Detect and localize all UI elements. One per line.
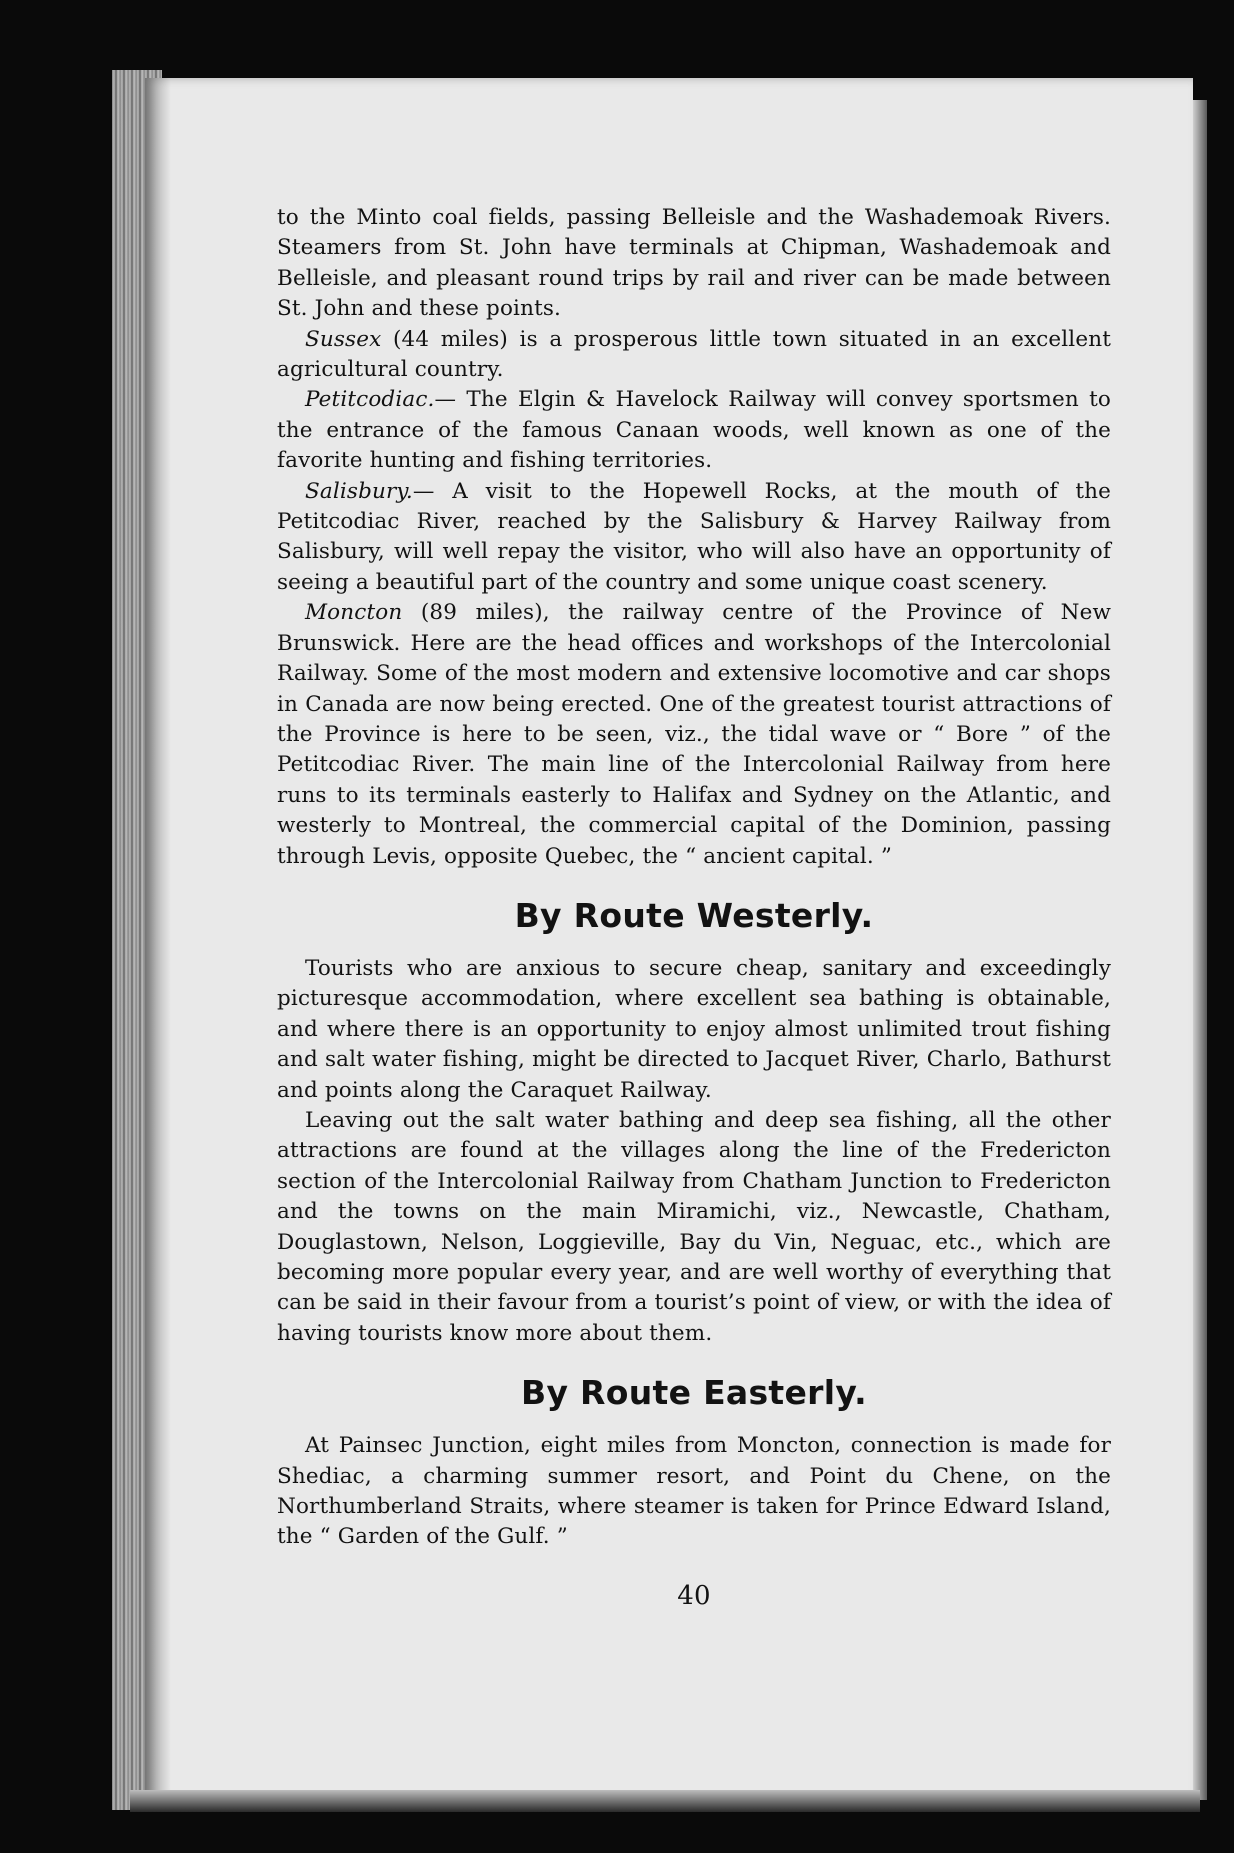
- page-number: 40: [677, 1580, 711, 1611]
- paragraph-body: (44 miles) is a prosperous little town situated in an excellent agricultural country.: [277, 326, 1111, 383]
- section-heading-westerly: By Route Westerly.: [514, 895, 874, 935]
- paragraph-tourists: [277, 954, 1111, 1106]
- page-text: [277, 203, 1111, 1611]
- paragraph-body: — The Elgin & Havelock Railway will convey sportsmen to the entrance of the famous Canaan woods, well known as one of the favorite hunting and fishing territories.: [277, 387, 1111, 474]
- right-page-edge: [1193, 100, 1207, 1800]
- paragraph-leaving-out: [277, 1106, 1111, 1349]
- place-name: Moncton: [305, 600, 403, 626]
- paragraph-sussex: [277, 325, 1111, 386]
- paragraph-minto: [277, 203, 1111, 325]
- paragraph-petitcodiac: [277, 385, 1111, 476]
- place-name: Salisbury.: [305, 478, 413, 504]
- spine-shadow: [145, 78, 171, 1808]
- paragraph-painsec: [277, 1431, 1111, 1553]
- paragraph-body: Leaving out the salt water bathing and deep sea fishing, all the other attractions are found at the villages along the line of the Fredericton section of the Intercolonial Railway from Chatham Junction to Fredericton and the towns on the main Miramichi, viz., Newcastle, Chatham, Douglastown, Nelson, Loggieville, Bay du Vin, Neguac, etc., which are becoming more popular every year, and are well worthy of everything that can be said in their favour from a tourist’s point of view, or with the idea of having tourists know more about them.: [277, 1107, 1111, 1346]
- bottom-page-edge: [130, 1790, 1200, 1812]
- section-heading-easterly: By Route Easterly.: [521, 1373, 867, 1413]
- place-name: Petitcodiac.: [305, 387, 435, 413]
- paragraph-body: (89 miles), the railway centre of the Province of New Brunswick. Here are the head offices and workshops of the Intercolonial Railway. Some of the most modern and extensive locomotive and car shops in Canada are now being erected. One of the greatest tourist attractions of the Province is here to be seen, viz., the tidal wave or “ Bore ” of the Petitcodiac River. The main line of the Intercolonial Railway from here runs to its terminals easterly to Halifax and Sydney on the Atlantic, and westerly to Montreal, the commercial capital of the Dominion, passing through Levis, opposite Quebec, the “ ancient capital. ”: [277, 600, 1111, 869]
- paragraph-body: At Painsec Junction, eight miles from Moncton, connection is made for Shediac, a charming summer resort, and Point du Chene, on the Northumberland Straits, where steamer is taken for Prince Edward Island, the “ Garden of the Gulf. ”: [277, 1433, 1111, 1550]
- paragraph-body: to the Minto coal fields, passing Belleisle and the Washademoak Rivers. Steamers from St. John have terminals at Chipman, Washademoak and Belleisle, and pleasant round trips by rail and river can be made between St. John and these points.: [277, 205, 1111, 322]
- paragraph-body: — A visit to the Hopewell Rocks, at the mouth of the Petitcodiac River, reached by the Salisbury & Harvey Railway from Salisbury, will well repay the visitor, who will also have an opportunity of seeing a beautiful part of the country and some unique coast scenery.: [277, 478, 1111, 595]
- place-name: Sussex: [305, 326, 382, 352]
- paragraph-moncton: [277, 598, 1111, 872]
- paragraph-body: Tourists who are anxious to secure cheap, sanitary and exceedingly picturesque accommodation, where excellent sea bathing is obtainable, and where there is an opportunity to enjoy almost unlimited trout fishing and salt water fishing, might be directed to Jacquet River, Charlo, Bathurst and points along the Caraquet Railway.: [277, 955, 1111, 1103]
- paragraph-salisbury: [277, 477, 1111, 599]
